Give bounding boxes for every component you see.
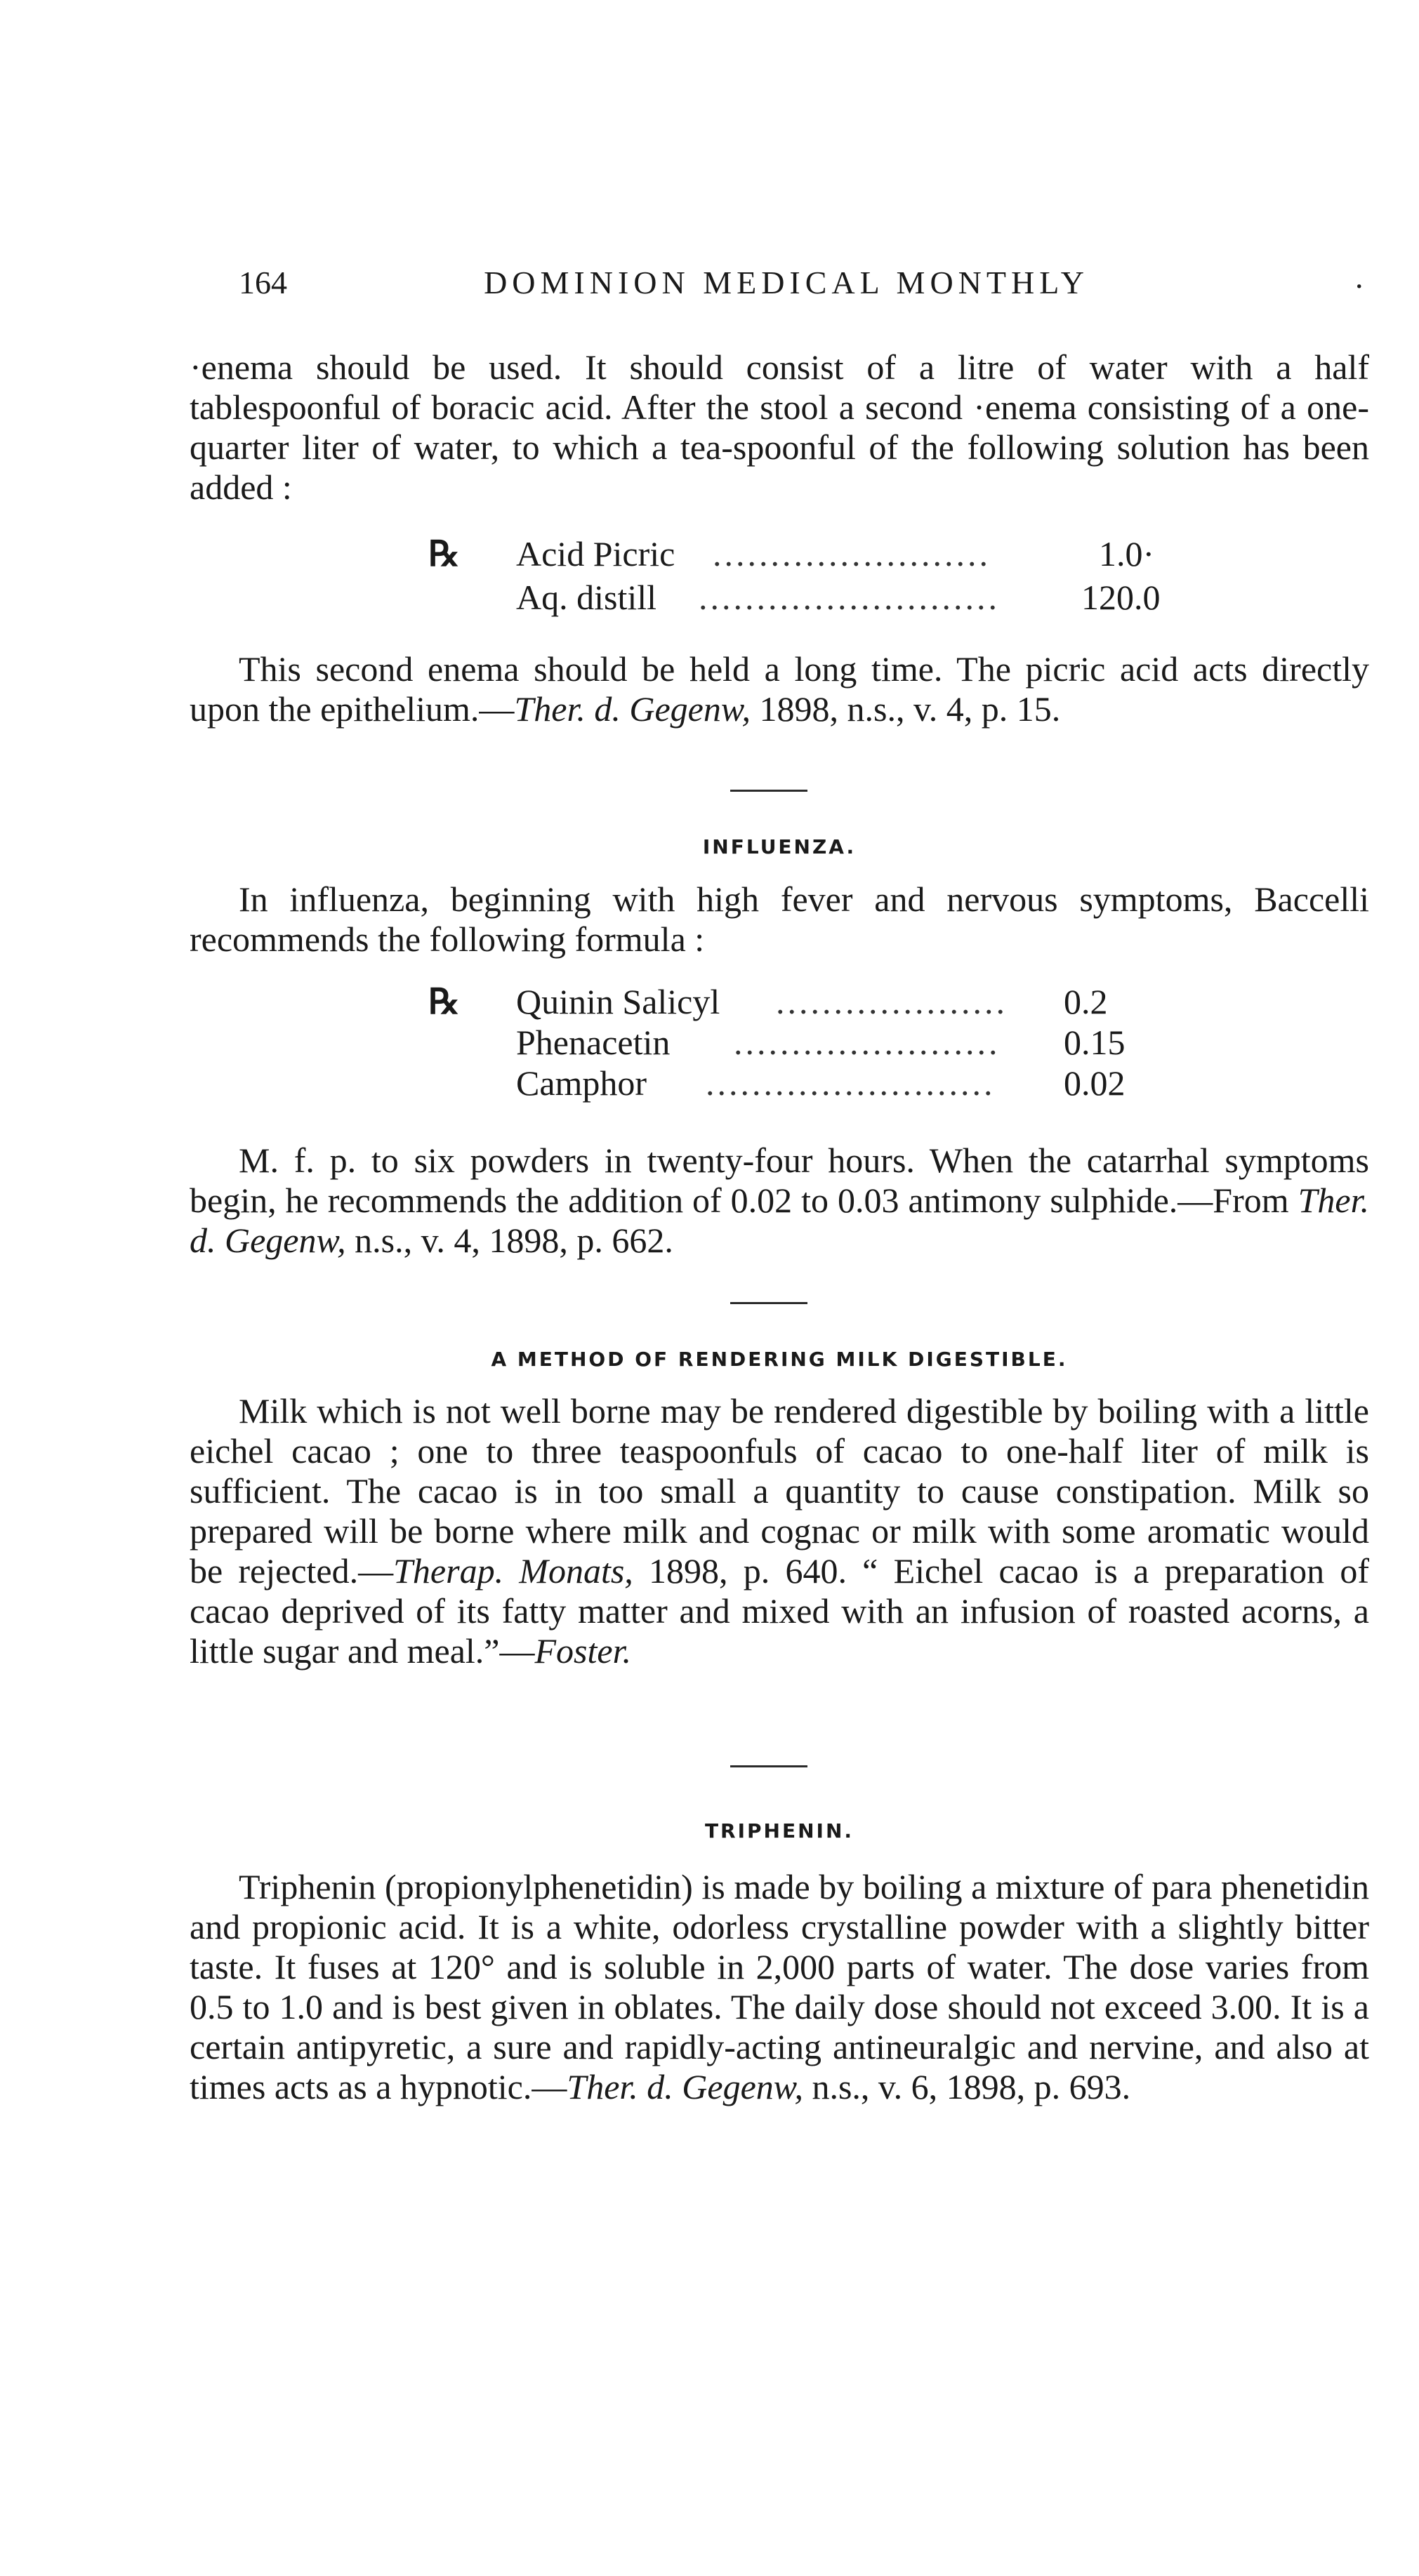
- page-number: 164: [239, 265, 287, 300]
- journal-title: DOMINION MEDICAL MONTHLY: [484, 265, 1089, 300]
- recipe-symbol: ℞: [428, 534, 460, 573]
- prescription-influenza: [428, 981, 1130, 1103]
- prescription-row: [428, 1063, 1130, 1103]
- section-divider: [730, 1302, 807, 1304]
- intro-text: ·enema should be used. It should consist of a litre of water with a half tablespoonful of boracic acid. After the stool a second ·enema consisting of a one-quarter liter of water, to which a tea-spoonful of the following solution has been added :: [190, 347, 1369, 507]
- ingredient-name: Phenacetin: [516, 1023, 671, 1062]
- ingredient-quantity: 120.0: [1081, 578, 1161, 617]
- ingredient-name: Aq. distill: [516, 578, 657, 617]
- triphenin-paragraph: [190, 1867, 1369, 2107]
- ingredient-name: Quinin Salicyl: [516, 982, 720, 1021]
- milk-citation: Therap. Monats,: [393, 1551, 633, 1591]
- ingredient-quantity: 0.2: [1064, 982, 1108, 1021]
- dot-leader: ....................: [776, 982, 1008, 1021]
- ingredient-quantity: 1.0·: [1099, 534, 1155, 573]
- prescription-row: [428, 576, 1161, 619]
- running-head-mark: .: [1355, 259, 1364, 295]
- influenza-intro-text: In influenza, beginning with high fever and nervous symptoms, Baccelli recommends the following formula :: [190, 879, 1369, 959]
- dot-leader: .......................: [734, 1023, 1001, 1062]
- section-heading-influenza: INFLUENZA.: [702, 835, 857, 858]
- dot-leader: ........................: [713, 534, 991, 573]
- milk-paragraph: [190, 1391, 1369, 1671]
- prescription-row: [428, 981, 1130, 1022]
- milk-text: Milk which is not well borne may be rendered digestible by boiling with a little eichel cacao ; one to three teaspoonfuls of cacao to one-half liter of milk is sufficient. The cacao is in too small a quantity to cause constipation. Milk so prepared will be borne where milk and cognac or milk with some aromatic would be rejected.—: [190, 1391, 1369, 1591]
- influenza-note-tail: n.s., v. 4, 1898, p. 662.: [345, 1221, 673, 1260]
- recipe-symbol: ℞: [428, 982, 460, 1021]
- dot-leader: ..........................: [699, 578, 1000, 617]
- picric-note-text: This second enema should be held a long time. The picric acid acts directly upon the epithelium.—: [190, 649, 1369, 729]
- influenza-note-text: M. f. p. to six powders in twenty-four hours. When the catarrhal symptoms begin, he recommends the addition of 0.02 to 0.03 antimony sulphide.—From: [190, 1141, 1369, 1220]
- picric-note-citation: Ther. d. Gegenw,: [514, 689, 751, 729]
- ingredient-quantity: 0.02: [1064, 1063, 1126, 1103]
- triphenin-citation: Ther. d. Gegenw,: [567, 2067, 803, 2106]
- section-heading-milk: A METHOD OF RENDERING MILK DIGESTIBLE.: [491, 1348, 1068, 1371]
- influenza-note-citation: Ther. d. Gegenw,: [190, 1181, 1369, 1260]
- picric-note-tail: 1898, n.s., v. 4, p. 15.: [751, 689, 1061, 729]
- ingredient-name: Camphor: [516, 1063, 647, 1103]
- triphenin-tail: n.s., v. 6, 1898, p. 693.: [803, 2067, 1131, 2106]
- influenza-intro: [190, 879, 1369, 960]
- section-divider: [730, 1765, 807, 1767]
- prescription-row: [428, 1022, 1130, 1063]
- section-heading-triphenin: TRIPHENIN.: [704, 1819, 854, 1843]
- influenza-note: [190, 1141, 1369, 1261]
- ingredient-name: Acid Picric: [516, 534, 675, 573]
- intro-paragraph: [190, 347, 1369, 507]
- dot-leader: .........................: [706, 1063, 996, 1103]
- prescription-row: [428, 532, 1155, 576]
- triphenin-text: Triphenin (propionylphenetidin) is made by boiling a mixture of para phenetidin and propionic acid. It is a white, odorless crystalline powder with a slightly bitter taste. It fuses at 120° and is soluble in 2,000 parts of water. The dose varies from 0.5 to 1.0 and is best given in oblates. The daily dose should not exceed 3.00. It is a certain antipyretic, a sure and rapidly-acting antineuralgic and nervine, and also at times acts as a hypnotic.—: [190, 1867, 1369, 2106]
- ingredient-quantity: 0.15: [1064, 1023, 1126, 1062]
- picric-note: [190, 649, 1369, 729]
- milk-citation-foster: Foster.: [534, 1631, 632, 1671]
- running-head: [190, 258, 1383, 314]
- prescription-picric: [428, 532, 1161, 619]
- section-divider: [730, 790, 807, 792]
- milk-mid: 1898, p. 640. “ Eichel cacao is a preparation of cacao deprived of its fatty matter and mixed with an infusion of roasted acorns, a little sugar and meal.”—: [190, 1551, 1369, 1671]
